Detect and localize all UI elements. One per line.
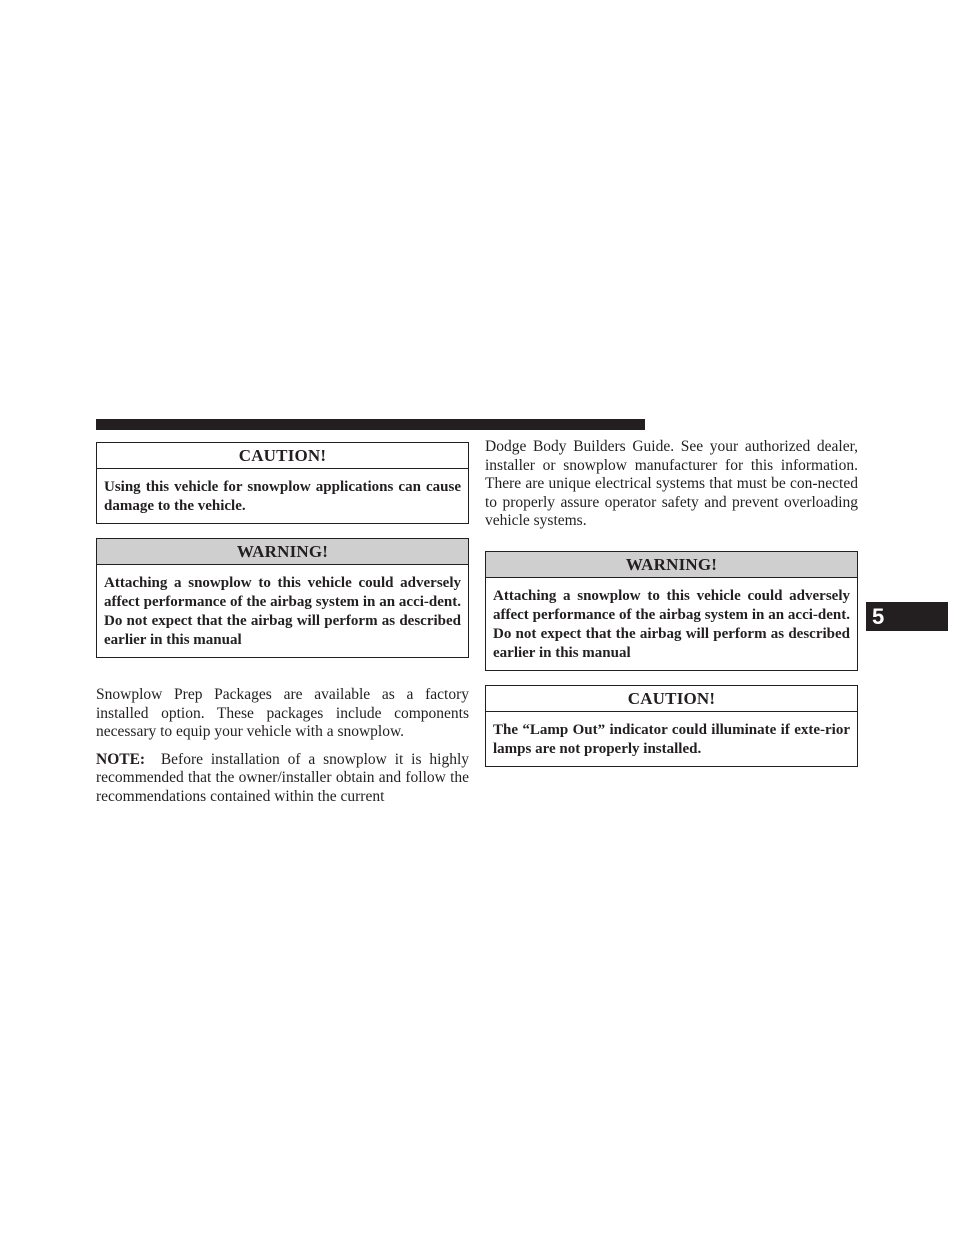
caution-heading: CAUTION! (97, 443, 468, 469)
warning-body: Attaching a snowplow to this vehicle could adversely affect performance of the airbag system in an acci-dent. Do not expect that the airbag will perform as described earlier in this manual (104, 575, 461, 648)
paragraph-snowplow-prep: Snowplow Prep Packages are available as a factory installed option. These packages include components necessary to equip your vehicle with a snowplow. (96, 686, 469, 740)
caution-box-lamp-out (485, 685, 858, 767)
note-label: NOTE: (96, 750, 146, 768)
warning-box-airbag-right (485, 551, 858, 671)
right-column (485, 438, 858, 767)
paragraph-body-builders: Dodge Body Builders Guide. See your authorized dealer, installer or snowplow manufacturer for this information. There are unique electrical systems that must be con-nected to properly assure operator safety and prevent overloading vehicle systems. (485, 438, 858, 529)
note-paragraph (96, 751, 469, 807)
header-rule (96, 419, 645, 430)
warning-heading: WARNING! (486, 552, 857, 578)
left-column (96, 442, 469, 806)
warning-heading: WARNING! (97, 539, 468, 565)
warning-body: Attaching a snowplow to this vehicle could adversely affect performance of the airbag system in an acci-dent. Do not expect that the airbag will perform as described earlier in this manual (493, 587, 850, 661)
chapter-tab: 5 (866, 602, 948, 631)
caution-heading: CAUTION! (486, 686, 857, 712)
caution-box-snowplow-damage (96, 442, 469, 524)
caution-body: Using this vehicle for snowplow applications can cause damage to the vehicle. (104, 479, 461, 514)
caution-body: The “Lamp Out” indicator could illuminate if exte-rior lamps are not properly installed. (493, 721, 850, 757)
note-text: Before installation of a snowplow it is highly recommended that the owner/installer obtain and follow the recommendations contained within the current (96, 750, 469, 805)
warning-box-airbag (96, 538, 469, 658)
